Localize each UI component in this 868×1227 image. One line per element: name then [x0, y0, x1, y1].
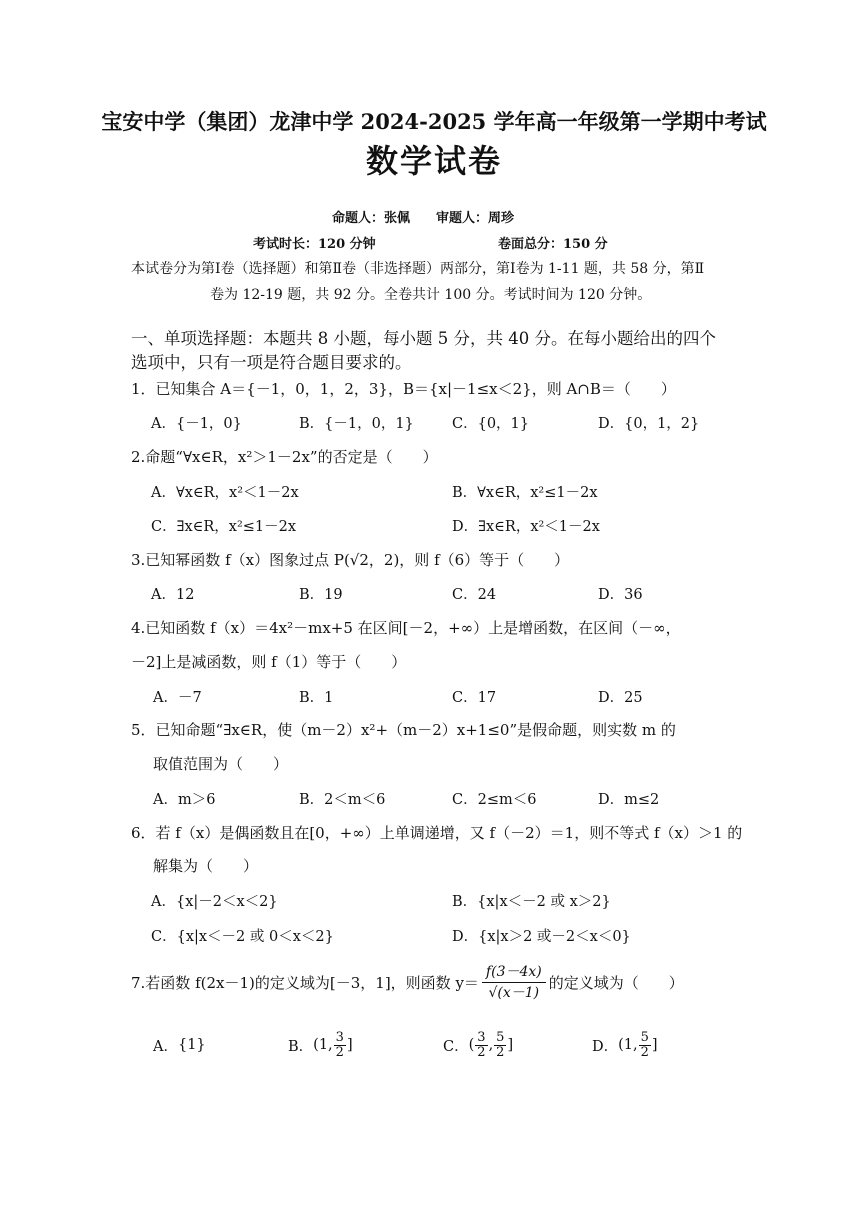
option-d: D．m≤2 — [598, 792, 660, 808]
question-stem-line-1: 5．已知命题“∃x∈R，使（m－2）x²+（m－2）x+1≤0”是假命题，则实数 m 的 — [131, 721, 676, 739]
intro-line-1: 本试卷分为第Ⅰ卷（选择题）和第Ⅱ卷（非选择题）两部分，第Ⅰ卷为 1-11 题，共 58 分，第Ⅱ — [131, 261, 705, 277]
stem-after: 的定义域为（ ） — [548, 973, 684, 992]
fraction-denominator: 2 — [477, 1044, 486, 1060]
question-stem-line-2: 取值范围为（ ） — [153, 755, 289, 773]
option-label: D． — [592, 1038, 619, 1055]
question-stem: 3.已知幂函数 f（x）图象过点 P(√2，2)，则 f（6）等于（ ） — [131, 551, 570, 569]
option-b: B．{x|x＜－2 或 x＞2} — [452, 894, 611, 910]
option-c: C．24 — [452, 587, 497, 603]
option-b — [288, 1028, 353, 1062]
exam-title: 宝安中学（集团）龙津中学 2024-2025 学年高一年级第一学期中考试 — [101, 109, 767, 134]
stem-fraction-denominator: √(x－1) — [488, 984, 540, 1001]
option-a — [153, 1028, 206, 1062]
interval-close: ] — [346, 1037, 353, 1053]
fraction-numerator: 5 — [496, 1029, 505, 1045]
fraction-numerator: 3 — [477, 1029, 486, 1045]
option-a: A．m＞6 — [153, 792, 216, 808]
interval-close: ] — [507, 1037, 514, 1053]
fraction — [639, 1031, 651, 1060]
question-stem-line-2: 解集为（ ） — [153, 857, 259, 875]
section-heading-line-2: 选项中，只有一项是符合题目要求的。 — [131, 353, 412, 372]
stem-before: 7.若函数 f(2x－1)的定义域为[－3，1]，则函数 y＝ — [131, 973, 479, 992]
option-text: {1} — [177, 1037, 206, 1053]
option-a: A．－7 — [153, 690, 202, 706]
question-stem-line-1: 6．若 f（x）是偶函数且在[0，+∞）上单调递增，又 f（－2）＝1，则不等式 f（x）＞1 的 — [131, 824, 743, 842]
option-b: B．{－1，0，1} — [299, 416, 414, 432]
option-label: C． — [443, 1038, 469, 1055]
interval-separator: , — [488, 1037, 494, 1053]
fraction-denominator: 2 — [335, 1044, 344, 1060]
option-b: B．1 — [299, 690, 334, 706]
option-c: C．{0，1} — [452, 416, 529, 432]
exam-duration: 考试时长：120 分钟 — [253, 237, 376, 252]
option-a: A．{－1，0} — [151, 416, 242, 432]
fraction-denominator: 2 — [640, 1044, 649, 1060]
option-d — [592, 1028, 658, 1062]
option-d: D．25 — [598, 690, 643, 706]
question-stem-line-2: －2]上是减函数，则 f（1）等于（ ） — [131, 653, 407, 671]
fraction — [494, 1031, 506, 1060]
total-score: 卷面总分：150 分 — [498, 237, 608, 252]
option-a: A．∀x∈R，x²＜1－2x — [151, 485, 299, 501]
question-stem: 1．已知集合 A＝{－1，0，1，2，3}，B＝{x|－1≤x＜2}，则 A∩B＝（ ） — [131, 380, 676, 398]
fraction-denominator: 2 — [496, 1044, 505, 1060]
option-label: B． — [288, 1038, 314, 1055]
intro-line-2: 卷为 12-19 题，共 92 分。全卷共计 100 分。考试时间为 120 分钟。 — [210, 287, 652, 303]
stem-fraction-numerator: f(3－4x) — [482, 962, 546, 983]
option-c — [443, 1028, 513, 1062]
option-b: B．2＜m＜6 — [299, 792, 386, 808]
stem-fraction — [482, 962, 546, 1003]
section-heading-line-1: 一、单项选择题：本题共 8 小题，每小题 5 分，共 40 分。在每小题给出的四个 — [131, 329, 716, 348]
option-a: A．{x|－2＜x＜2} — [151, 894, 278, 910]
question-stem — [131, 960, 684, 1004]
option-c: C．2≤m＜6 — [452, 792, 537, 808]
option-c: C．17 — [452, 690, 497, 706]
option-d: D．{0，1，2} — [598, 416, 700, 432]
fraction — [475, 1031, 487, 1060]
option-d: D．36 — [598, 587, 643, 603]
question-stem-line-1: 4.已知函数 f（x）＝4x²－mx+5 在区间[－2，+∞）上是增函数，在区间（－∞， — [131, 619, 681, 637]
authors: 命题人：张佩 审题人：周珍 — [332, 211, 515, 226]
fraction-numerator: 5 — [640, 1029, 649, 1045]
question-stem: 2.命题“∀x∈R，x²＞1－2x”的否定是（ ） — [131, 448, 438, 466]
option-b: B．∀x∈R，x²≤1－2x — [452, 485, 598, 501]
option-b: B．19 — [299, 587, 343, 603]
fraction-numerator: 3 — [335, 1029, 344, 1045]
interval-close: ] — [651, 1037, 658, 1053]
fraction — [334, 1031, 346, 1060]
option-c: C．∃x∈R，x²≤1－2x — [151, 519, 297, 535]
interval-open: (1, — [313, 1037, 333, 1053]
interval-open: ( — [468, 1037, 475, 1053]
option-d: D．∃x∈R，x²＜1－2x — [452, 519, 600, 535]
option-label: A． — [153, 1038, 178, 1055]
option-d: D．{x|x＞2 或－2＜x＜0} — [452, 929, 631, 945]
subject-title: 数学试卷 — [365, 142, 502, 180]
interval-open: (1, — [618, 1037, 638, 1053]
option-a: A．12 — [151, 587, 195, 603]
option-c: C．{x|x＜－2 或 0＜x＜2} — [151, 929, 334, 945]
